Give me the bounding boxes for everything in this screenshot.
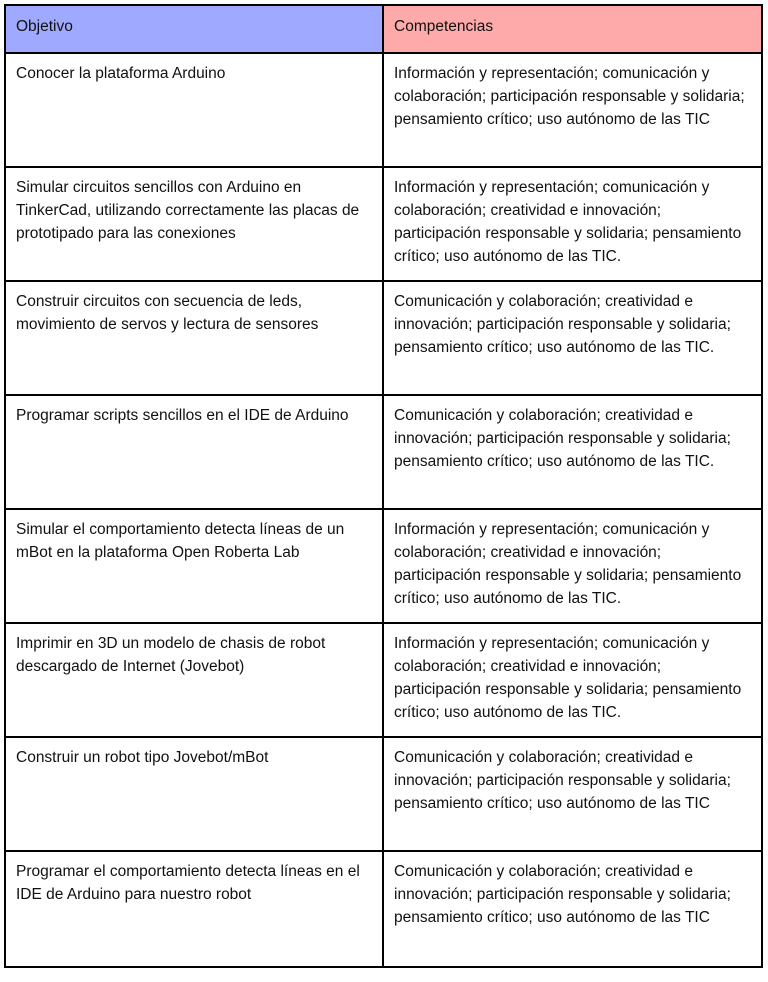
table-row bbox=[5, 281, 762, 395]
table-row bbox=[5, 851, 762, 967]
table-row bbox=[5, 623, 762, 737]
competencies-cell: Comunicación y colaboración; creatividad e innovación; participación responsable y solidaria; pensamiento crítico; uso autónomo de las TIC. bbox=[383, 281, 762, 395]
objective-cell: Construir circuitos con secuencia de leds, movimiento de servos y lectura de sensores bbox=[5, 281, 383, 395]
objective-cell: Programar scripts sencillos en el IDE de Arduino bbox=[5, 395, 383, 509]
competencies-cell: Comunicación y colaboración; creatividad e innovación; participación responsable y solidaria; pensamiento crítico; uso autónomo de las TIC bbox=[383, 737, 762, 851]
objective-cell: Programar el comportamiento detecta líneas en el IDE de Arduino para nuestro robot bbox=[5, 851, 383, 967]
competencies-cell: Comunicación y colaboración; creatividad e innovación; participación responsable y solidaria; pensamiento crítico; uso autónomo de las TIC. bbox=[383, 395, 762, 509]
objective-cell: Imprimir en 3D un modelo de chasis de robot descargado de Internet (Jovebot) bbox=[5, 623, 383, 737]
table-header-row bbox=[5, 5, 762, 53]
table-row bbox=[5, 167, 762, 281]
competencies-cell: Información y representación; comunicación y colaboración; creatividad e innovación; participación responsable y solidaria; pensamiento crítico; uso autónomo de las TIC. bbox=[383, 623, 762, 737]
header-objetivo: Objetivo bbox=[5, 5, 383, 53]
competencies-cell: Información y representación; comunicación y colaboración; participación responsable y solidaria; pensamiento crítico; uso autónomo de las TIC bbox=[383, 53, 762, 167]
competencies-cell: Comunicación y colaboración; creatividad e innovación; participación responsable y solidaria; pensamiento crítico; uso autónomo de las TIC bbox=[383, 851, 762, 967]
table-row bbox=[5, 53, 762, 167]
objective-cell: Conocer la plataforma Arduino bbox=[5, 53, 383, 167]
table-row bbox=[5, 395, 762, 509]
objective-cell: Construir un robot tipo Jovebot/mBot bbox=[5, 737, 383, 851]
objectives-competencies-table bbox=[4, 4, 763, 968]
objective-cell: Simular el comportamiento detecta líneas de un mBot en la plataforma Open Roberta Lab bbox=[5, 509, 383, 623]
table-row bbox=[5, 737, 762, 851]
objective-cell: Simular circuitos sencillos con Arduino en TinkerCad, utilizando correctamente las placas de prototipado para las conexiones bbox=[5, 167, 383, 281]
competencies-cell: Información y representación; comunicación y colaboración; creatividad e innovación; participación responsable y solidaria; pensamiento crítico; uso autónomo de las TIC. bbox=[383, 167, 762, 281]
header-competencias: Competencias bbox=[383, 5, 762, 53]
table-row bbox=[5, 509, 762, 623]
competencies-cell: Información y representación; comunicación y colaboración; creatividad e innovación; participación responsable y solidaria; pensamiento crítico; uso autónomo de las TIC. bbox=[383, 509, 762, 623]
